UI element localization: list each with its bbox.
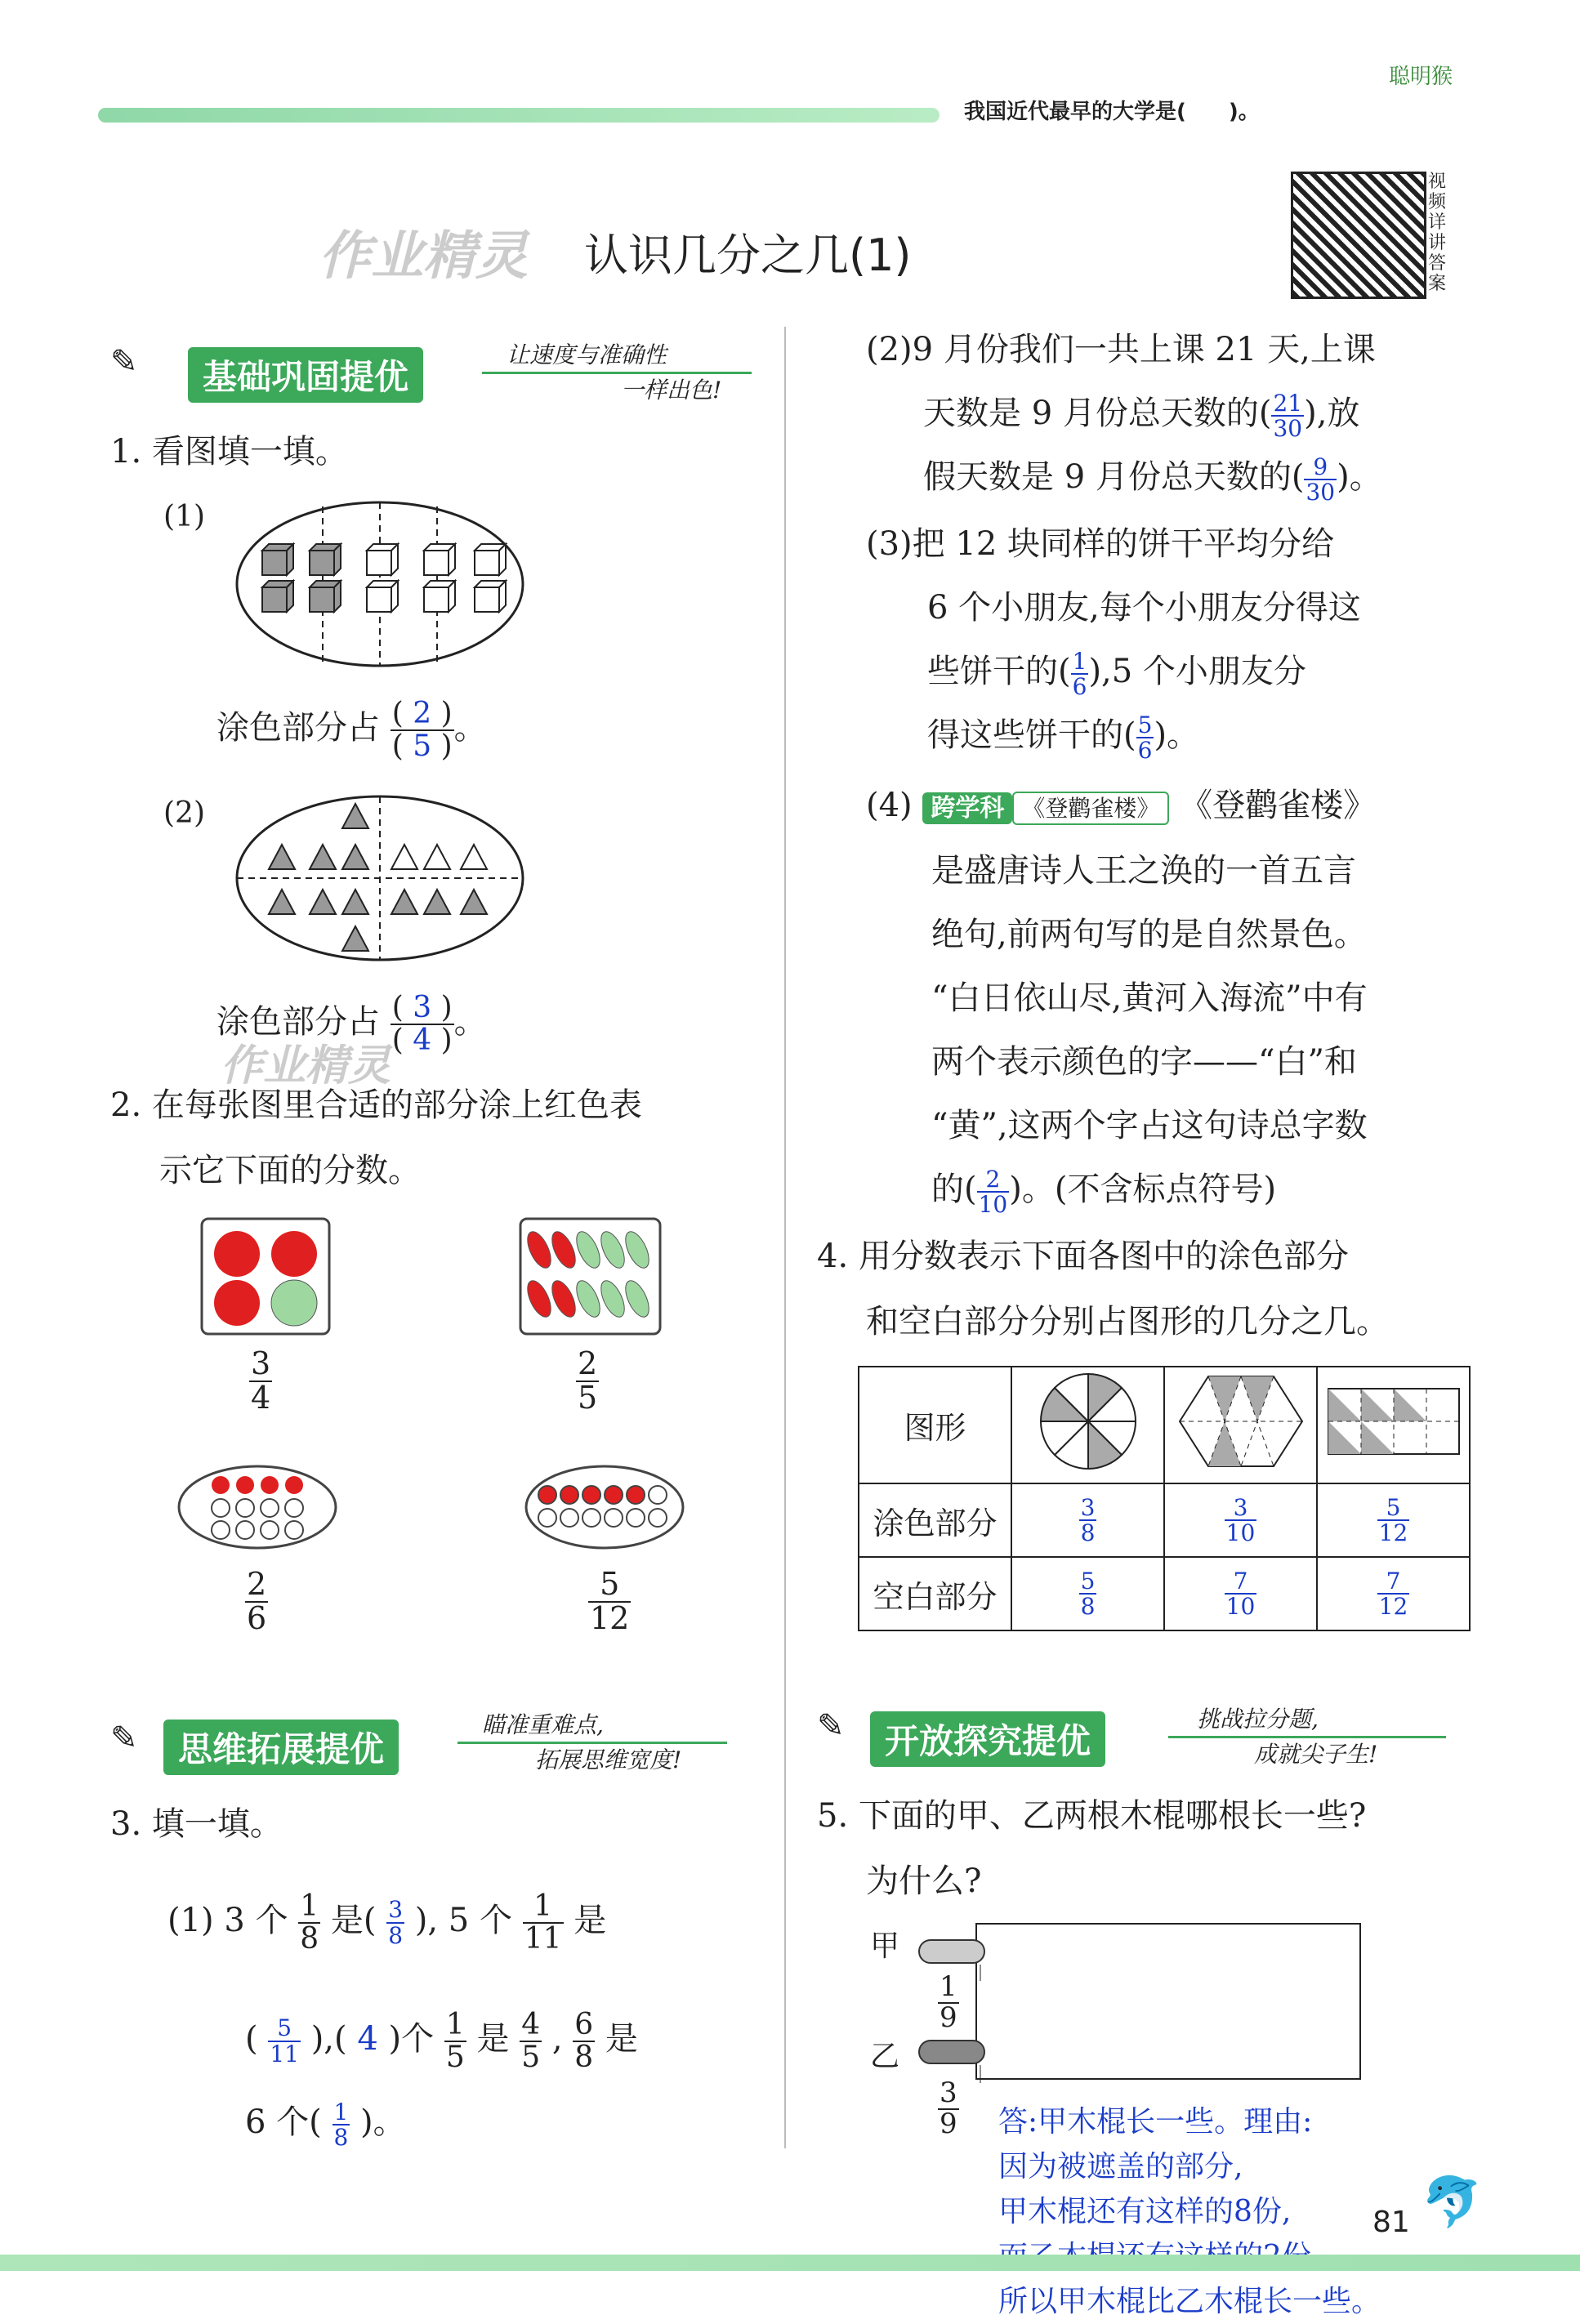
q2-line2: 示它下面的分数。 [159, 1152, 421, 1189]
q5-frac-1: $\frac{1}{9}$ [940, 1970, 957, 2034]
shaded-frac-3: $\frac{5}{12}$ [1378, 1493, 1408, 1546]
header-tip: 我国近代最早的大学是( )。 [964, 100, 1260, 124]
q3-p3-line4: 得这些饼干的( $\frac{5}{6}$ )。 [927, 711, 1200, 764]
slogan-basic-1: 让速度与准确性 [507, 341, 667, 368]
q1-triangle-oval [233, 792, 527, 964]
banner-line-3 [1168, 1736, 1446, 1738]
q2-frac-4: $\frac{5}{12}$ [590, 1566, 630, 1636]
header-bar [98, 108, 940, 123]
section-banner-basic: 基础巩固提优 [188, 347, 423, 403]
q1-p1-den: 5 [413, 729, 432, 763]
q2-frac-2: $\frac{2}{5}$ [578, 1345, 598, 1416]
circle-figure [1031, 1368, 1145, 1474]
cross-subject-badge: 跨学科 [922, 792, 1012, 824]
qr-label: 视频详讲答案 [1428, 172, 1447, 294]
q3-p3-line2: 6 个小朋友,每个小朋友分得这 [927, 589, 1361, 627]
kid-icon-2: ✎ [110, 1720, 138, 1757]
q3-p4-line5: 两个表示颜色的字——“白”和 [931, 1043, 1357, 1081]
q3-p4-line4: “白日依山尽,黄河入海流”中有 [931, 979, 1368, 1017]
watermark: 作业精灵 [319, 226, 528, 287]
q3-p4-line1: (4) 跨学科 《登鹳雀楼》 《登鹳雀楼》 [866, 787, 1377, 824]
banner-line-2 [457, 1742, 727, 1744]
q5-line2: 为什么? [866, 1862, 982, 1900]
q1-p2-den: 4 [413, 1023, 432, 1057]
q5-line1: 5. 下面的甲、乙两根木棍哪根长一些? [817, 1797, 1367, 1835]
q3-p4-line2: 是盛唐诗人王之涣的一首五言 [931, 852, 1356, 890]
q3-p3-line1: (3)把 12 块同样的饼干平均分给 [866, 525, 1334, 563]
rectangle-figure [1324, 1381, 1463, 1462]
hexagon-figure [1172, 1368, 1310, 1474]
q3-p2-line3: 假天数是 9 月份总天数的( $\frac{9}{30}$ )。 [923, 453, 1382, 506]
q5-answer-line-5: 所以甲木棍比乙木棍长一些。 [998, 2285, 1381, 2318]
q2-line1: 2. 在每张图里合适的部分涂上红色表 [110, 1086, 642, 1124]
slogan-thinking-1: 瞄准重难点, [482, 1711, 604, 1738]
q1-p1-num: 2 [413, 697, 432, 730]
q5-frac-2: $\frac{3}{9}$ [940, 2076, 957, 2140]
poem-tag: 《登鹳雀楼》 [1012, 792, 1169, 825]
q1-p2-label: (2) [163, 796, 205, 830]
kid-icon: ✎ [110, 343, 138, 381]
qr-code[interactable] [1291, 172, 1426, 299]
q5-answer-line-3: 甲木棍还有这样的8份, [998, 2195, 1292, 2228]
page-title: 认识几分之几(1) [584, 230, 912, 281]
q3-p1-line2: ( $\frac{5}{11}$ ),( 4 )个 $\frac{1}{5}$ 是 $\frac{4}{5}$ , $\frac{6}{8}$ 是 [245, 2008, 638, 2074]
row-label-shaded: 涂色部分 [859, 1483, 1011, 1557]
q1-cube-oval [233, 498, 527, 670]
q3-p3-line3: 些饼干的( $\frac{1}{6}$ ),5 个小朋友分 [927, 647, 1306, 700]
q3-p4-line3: 绝句,前两句写的是自然景色。 [931, 916, 1367, 953]
q1-title: 1. 看图填一填。 [110, 433, 348, 471]
section-banner-open: 开放探究提优 [870, 1711, 1105, 1767]
q2-eggplant-box [519, 1217, 662, 1336]
mascot-label: 聪明猴 [1389, 65, 1453, 89]
q2-frac-1: $\frac{3}{4}$ [251, 1345, 271, 1416]
row-label-shape: 图形 [859, 1367, 1011, 1483]
q3-p2-line1: (2)9 月份我们一共上课 21 天,上课 [866, 331, 1376, 368]
blank-frac-2: $\frac{7}{10}$ [1225, 1567, 1256, 1620]
blank-frac-3: $\frac{7}{12}$ [1378, 1567, 1408, 1620]
q5-label-yi: 乙 [870, 2040, 900, 2073]
q5-label-jia: 甲 [870, 1929, 900, 1963]
banner-line [482, 372, 752, 374]
row-label-blank: 空白部分 [859, 1557, 1011, 1630]
slogan-basic-2: 一样出色! [621, 377, 722, 404]
q2-circles-oval-6 [176, 1462, 339, 1552]
q2-circles-oval-12 [523, 1462, 686, 1552]
q3-p1-line3: 6 个( $\frac{1}{8}$ )。 [245, 2098, 406, 2151]
q1-p2-num: 3 [413, 991, 432, 1024]
q3-p2-line2: 天数是 9 月份总天数的( $\frac{21}{30}$ ),放 [923, 389, 1360, 442]
footer-bar [0, 2255, 1580, 2271]
section-banner-thinking: 思维拓展提优 [163, 1720, 399, 1775]
q5-answer-line-2: 因为被遮盖的部分, [998, 2150, 1243, 2183]
shaded-frac-1: $\frac{3}{8}$ [1080, 1493, 1096, 1546]
page-number: 81 [1372, 2206, 1410, 2239]
shaded-frac-2: $\frac{3}{10}$ [1225, 1493, 1256, 1546]
slogan-open-2: 成就尖子生! [1254, 1741, 1378, 1768]
q1-p2-text: 涂色部分占 $\frac{( 3 )}{( 4 )}$ 。 [216, 991, 487, 1057]
q1-p1-text: 涂色部分占 $\frac{( 2 )}{( 5 )}$ 。 [216, 697, 487, 763]
q4-table [858, 1366, 1471, 1631]
column-divider [784, 327, 786, 2148]
q5-answer [998, 2099, 1381, 2324]
q1-p1-label: (1) [163, 500, 205, 533]
q5-answer-line-1: 答:甲木棍长一些。理由: [998, 2105, 1313, 2139]
q4-line2: 和空白部分分别占图形的几分之几。 [866, 1303, 1389, 1340]
q2-frac-3: $\frac{2}{6}$ [247, 1566, 267, 1636]
q3-title: 3. 填一填。 [110, 1805, 283, 1843]
kid-icon-3: ✎ [817, 1707, 845, 1745]
blank-frac-1: $\frac{5}{8}$ [1080, 1567, 1096, 1620]
watermark-2: 作业精灵 [221, 1042, 391, 1091]
slogan-open-1: 挑战拉分题, [1197, 1706, 1319, 1733]
slogan-thinking-2: 拓展思维宽度! [535, 1746, 682, 1773]
q3-p1-line1: (1) 3 个 $\frac{1}{8}$ 是( $\frac{3}{8}$ ), 5 个 $\frac{1}{11}$ 是 [167, 1889, 607, 1956]
q3-p4-line7: 的( $\frac{2}{10}$ )。(不含标点符号) [931, 1165, 1277, 1218]
q4-line1: 4. 用分数表示下面各图中的涂色部分 [817, 1238, 1349, 1275]
dolphin-icon: 🐬 [1422, 2174, 1483, 2231]
q3-p4-line6: “黄”,这两个字占这句诗总字数 [931, 1107, 1368, 1144]
q2-peppers-box [200, 1217, 331, 1336]
